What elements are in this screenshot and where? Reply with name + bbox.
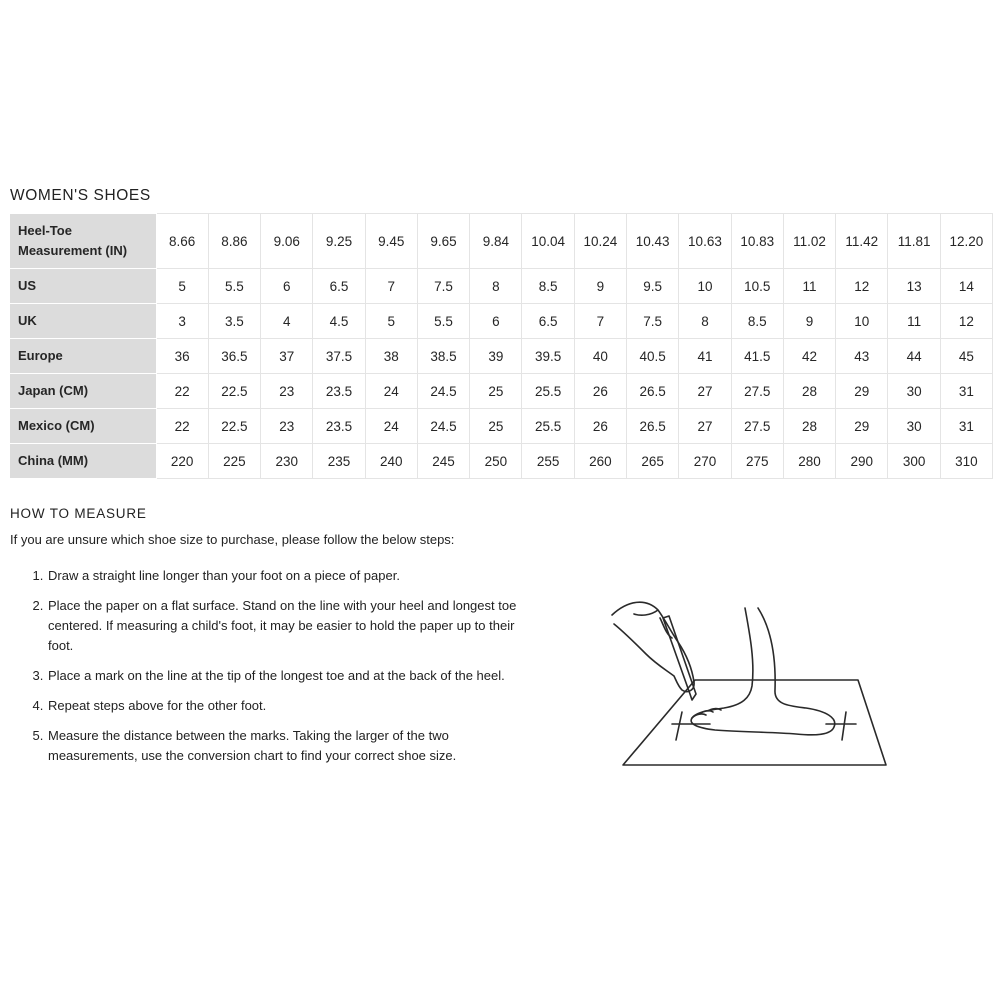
table-cell: 30 (888, 409, 940, 444)
table-cell: 6 (261, 269, 313, 304)
table-cell: 270 (679, 444, 731, 479)
table-cell: 255 (522, 444, 574, 479)
table-cell: 31 (940, 374, 992, 409)
table-cell: 25 (470, 409, 522, 444)
table-cell: 9.25 (313, 214, 365, 269)
table-cell: 27.5 (731, 374, 783, 409)
table-cell: 25.5 (522, 409, 574, 444)
table-cell: 31 (940, 409, 992, 444)
table-cell: 3.5 (208, 304, 260, 339)
table-cell: 24.5 (417, 409, 469, 444)
table-cell: 28 (783, 409, 835, 444)
size-conversion-table (10, 213, 993, 479)
table-cell: 38 (365, 339, 417, 374)
table-cell: 26 (574, 374, 626, 409)
table-cell: 300 (888, 444, 940, 479)
table-cell: 27 (679, 409, 731, 444)
table-cell: 10.04 (522, 214, 574, 269)
table-cell: 12 (836, 269, 888, 304)
table-cell: 240 (365, 444, 417, 479)
table-cell: 24.5 (417, 374, 469, 409)
foot-measuring-illustration (600, 590, 900, 780)
table-cell: 36 (156, 339, 208, 374)
table-cell: 10.83 (731, 214, 783, 269)
table-cell: 8 (470, 269, 522, 304)
table-cell: 27 (679, 374, 731, 409)
table-cell: 10 (679, 269, 731, 304)
table-cell: 9.06 (261, 214, 313, 269)
table-cell: 4 (261, 304, 313, 339)
table-cell: 11.81 (888, 214, 940, 269)
table-cell: 280 (783, 444, 835, 479)
table-cell: 5.5 (208, 269, 260, 304)
table-cell: 14 (940, 269, 992, 304)
table-cell: 22.5 (208, 374, 260, 409)
table-cell: 310 (940, 444, 992, 479)
table-cell: 12 (940, 304, 992, 339)
table-cell: 11 (783, 269, 835, 304)
shoes-section-title: WOMEN'S SHOES (10, 187, 151, 204)
table-cell: 36.5 (208, 339, 260, 374)
measure-step: 1. Draw a straight line longer than your foot on a piece of paper. (47, 566, 527, 586)
row-header-cell: Mexico (CM) (10, 409, 156, 444)
table-cell: 22.5 (208, 409, 260, 444)
table-cell: 45 (940, 339, 992, 374)
table-cell: 26 (574, 409, 626, 444)
table-cell: 230 (261, 444, 313, 479)
table-cell: 6.5 (313, 269, 365, 304)
table-cell: 290 (836, 444, 888, 479)
table-cell: 10 (836, 304, 888, 339)
table-row (10, 214, 993, 269)
table-cell: 11 (888, 304, 940, 339)
table-cell: 23 (261, 409, 313, 444)
table-cell: 5 (156, 269, 208, 304)
table-cell: 41.5 (731, 339, 783, 374)
table-cell: 42 (783, 339, 835, 374)
table-cell: 6 (470, 304, 522, 339)
table-cell: 7.5 (417, 269, 469, 304)
table-cell: 7 (365, 269, 417, 304)
table-cell: 24 (365, 409, 417, 444)
foot-outline-shape (691, 608, 835, 735)
table-cell: 260 (574, 444, 626, 479)
table-cell: 220 (156, 444, 208, 479)
table-cell: 12.20 (940, 214, 992, 269)
measure-section-title: HOW TO MEASURE (10, 506, 147, 521)
measure-step: 4. Repeat steps above for the other foot. (47, 696, 527, 716)
table-cell: 7 (574, 304, 626, 339)
row-header-cell: China (MM) (10, 444, 156, 479)
table-cell: 5.5 (417, 304, 469, 339)
table-cell: 37 (261, 339, 313, 374)
table-cell: 4.5 (313, 304, 365, 339)
table-cell: 11.42 (836, 214, 888, 269)
table-cell: 9 (783, 304, 835, 339)
table-row (10, 269, 993, 304)
table-cell: 26.5 (627, 409, 679, 444)
table-cell: 9.5 (627, 269, 679, 304)
table-cell: 235 (313, 444, 365, 479)
paper-sheet-shape (623, 680, 886, 765)
table-cell: 245 (417, 444, 469, 479)
row-header-cell: UK (10, 304, 156, 339)
table-cell: 10.63 (679, 214, 731, 269)
table-cell: 275 (731, 444, 783, 479)
measure-intro: If you are unsure which shoe size to purchase, please follow the below steps: (10, 532, 455, 547)
table-cell: 10.5 (731, 269, 783, 304)
table-cell: 8.5 (522, 269, 574, 304)
table-cell: 44 (888, 339, 940, 374)
table-cell: 10.43 (627, 214, 679, 269)
table-cell: 250 (470, 444, 522, 479)
table-cell: 9.84 (470, 214, 522, 269)
table-cell: 23.5 (313, 374, 365, 409)
row-header-cell: US (10, 269, 156, 304)
measure-step: 3. Place a mark on the line at the tip of the longest toe and at the back of the heel. (47, 666, 527, 686)
measure-steps-list (29, 566, 527, 776)
table-row (10, 374, 993, 409)
toe-mark-shape (672, 712, 710, 740)
table-cell: 28 (783, 374, 835, 409)
table-cell: 5 (365, 304, 417, 339)
table-row (10, 339, 993, 374)
table-cell: 265 (627, 444, 679, 479)
table-cell: 225 (208, 444, 260, 479)
table-cell: 9.45 (365, 214, 417, 269)
table-cell: 11.02 (783, 214, 835, 269)
measure-step: 5. Measure the distance between the marks. Taking the larger of the two measurements, use the conversion chart to find your correct shoe size. (47, 726, 527, 766)
table-cell: 29 (836, 409, 888, 444)
table-row (10, 409, 993, 444)
table-cell: 24 (365, 374, 417, 409)
table-cell: 25 (470, 374, 522, 409)
table-cell: 37.5 (313, 339, 365, 374)
table-cell: 40 (574, 339, 626, 374)
table-cell: 30 (888, 374, 940, 409)
table-row (10, 304, 993, 339)
table-cell: 13 (888, 269, 940, 304)
row-header-cell: Heel-Toe Measurement (IN) (10, 214, 156, 269)
table-cell: 25.5 (522, 374, 574, 409)
table-cell: 22 (156, 409, 208, 444)
table-cell: 23.5 (313, 409, 365, 444)
table-cell: 22 (156, 374, 208, 409)
table-cell: 7.5 (627, 304, 679, 339)
table-cell: 9 (574, 269, 626, 304)
table-cell: 10.24 (574, 214, 626, 269)
toes-shape (692, 709, 721, 718)
table-row (10, 444, 993, 479)
table-cell: 23 (261, 374, 313, 409)
table-cell: 6.5 (522, 304, 574, 339)
table-cell: 39.5 (522, 339, 574, 374)
table-cell: 29 (836, 374, 888, 409)
table-cell: 39 (470, 339, 522, 374)
table-cell: 27.5 (731, 409, 783, 444)
measure-step: 2. Place the paper on a flat surface. Stand on the line with your heel and longest toe centered. If measuring a child's foot, it may be easier to hold the paper up to their foot. (47, 596, 527, 656)
table-cell: 8.86 (208, 214, 260, 269)
table-cell: 38.5 (417, 339, 469, 374)
row-header-cell: Europe (10, 339, 156, 374)
table-cell: 3 (156, 304, 208, 339)
table-cell: 9.65 (417, 214, 469, 269)
table-cell: 8.5 (731, 304, 783, 339)
table-cell: 43 (836, 339, 888, 374)
table-cell: 8 (679, 304, 731, 339)
table-cell: 26.5 (627, 374, 679, 409)
row-header-cell: Japan (CM) (10, 374, 156, 409)
table-cell: 40.5 (627, 339, 679, 374)
table-cell: 8.66 (156, 214, 208, 269)
hand-outline-shape (612, 602, 694, 691)
table-cell: 41 (679, 339, 731, 374)
